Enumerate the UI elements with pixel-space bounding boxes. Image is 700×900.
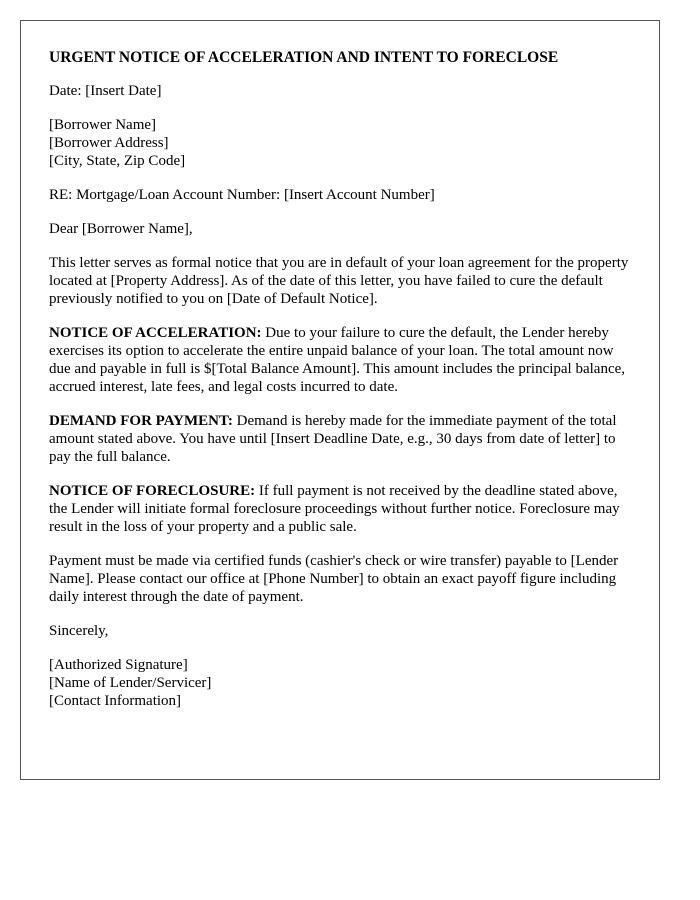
reference-line: RE: Mortgage/Loan Account Number: [Insert Account Number] <box>49 187 435 203</box>
foreclosure-heading: NOTICE OF FORECLOSURE: <box>49 483 256 499</box>
borrower-city-state-zip: [City, State, Zip Code] <box>49 153 186 169</box>
foreclosure-paragraph <box>49 482 631 536</box>
acceleration-heading: NOTICE OF ACCELERATION: <box>49 325 262 341</box>
demand-paragraph <box>49 412 631 466</box>
letter-document <box>20 20 660 780</box>
intro-paragraph: This letter serves as formal notice that you are in default of your loan agreement for the property located at [Property Address]. As of the date of this letter, you have failed to cure the default previously notified to you on [Date of Default Notice]. <box>49 255 629 307</box>
closing: Sincerely, <box>49 623 109 639</box>
salutation: Dear [Borrower Name], <box>49 221 193 237</box>
acceleration-paragraph <box>49 324 631 396</box>
borrower-address-block <box>49 116 631 170</box>
demand-heading: DEMAND FOR PAYMENT: <box>49 413 233 429</box>
contact-information: [Contact Information] <box>49 693 182 709</box>
letter-title: URGENT NOTICE OF ACCELERATION AND INTENT TO FORECLOSE <box>49 49 559 66</box>
acceleration-body: Due to your failure to cure the default, the Lender hereby exercises its option to accelerate the entire unpaid balance of your loan. The total amount now due and payable in full is $[Total Balance Amount]. This amount includes the principal balance, accrued interest, late fees, and legal costs incurred to date. <box>49 325 626 395</box>
authorized-signature: [Authorized Signature] <box>49 657 188 673</box>
demand-body: Demand is hereby made for the immediate payment of the total amount stated above. You have until [Insert Deadline Date, e.g., 30 days from date of letter] to pay the full balance. <box>49 413 617 465</box>
borrower-address: [Borrower Address] <box>49 135 169 151</box>
lender-name: [Name of Lender/Servicer] <box>49 675 212 691</box>
letter-date: Date: [Insert Date] <box>49 83 162 99</box>
signature-block <box>49 656 631 710</box>
payment-paragraph: Payment must be made via certified funds (cashier's check or wire transfer) payable to [Lender Name]. Please contact our office at [Phone Number] to obtain an exact payoff figure including daily interest through the date of payment. <box>49 553 619 605</box>
borrower-name: [Borrower Name] <box>49 117 157 133</box>
foreclosure-body: If full payment is not received by the deadline stated above, the Lender will initiate formal foreclosure proceedings without further notice. Foreclosure may result in the loss of your property and a public sale. <box>49 483 620 535</box>
